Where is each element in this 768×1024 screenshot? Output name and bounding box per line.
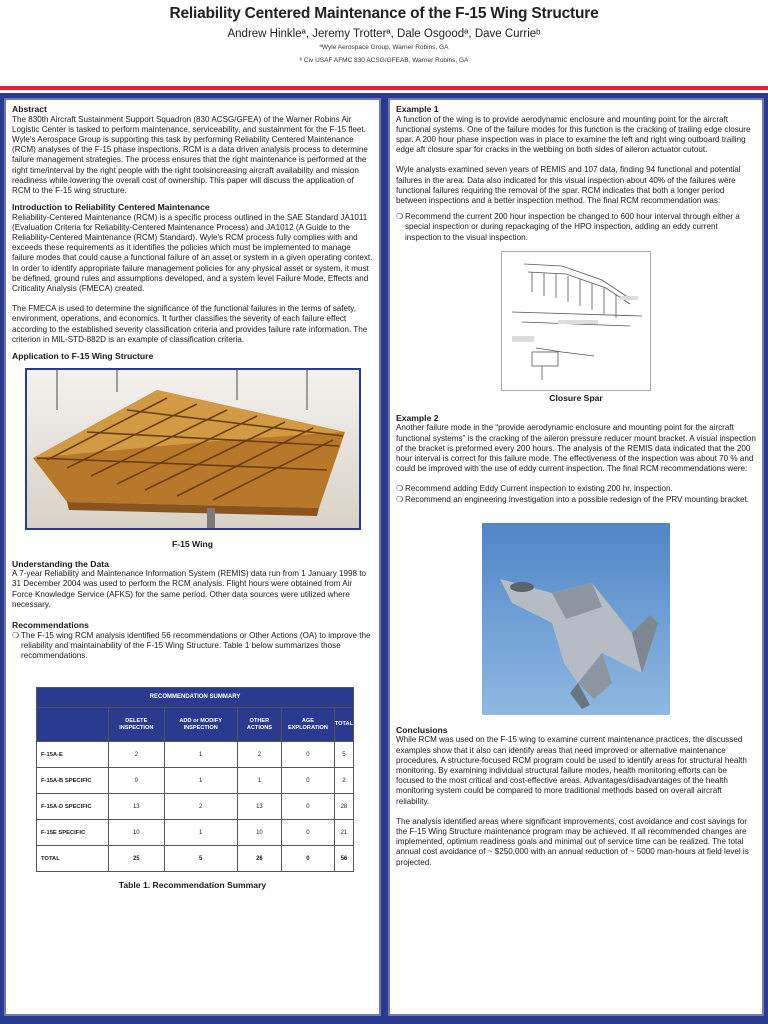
conclusions-savings-text: The analysis identified areas where significant improvements, cost avoidance and cost savings for the F-15 Wing Structure maintenance program may be achieved. If all recommended changes are implemented, optimum readiness goals and minimal out of service time can be realized. The total annual cost avoidance of ~ $250,000 with an annual reduction of ~ 5000 man-hours at field level is projected. (396, 816, 749, 867)
abstract-text: The 830th Aircraft Sustainment Support Squadron (830 ACSG/GFEA) of the Warner Robins Air Logistic Center is tasked to perform maintenance, serviceability, and sustainment for the F-15 fleet. Wyle's Aerospace Group is supporting this task by performing Reliability Centered Maintenance (RCM) analyses of the F-15 phase inspections. RCM is a data driven analysis process to determine failure management strategies. The process ensures that the right maintenance is performed at the right time/interval by the right people with the right toolsincreasing aircraft availability and mission readiness while lowering the overall cost of ownership. This paper will discuss the application of RCM to the F-15 wing structure. (12, 114, 368, 195)
table-row: F-15A-B SPECIFIC 0 1 1 0 2 (37, 768, 354, 794)
wing-structure-image (27, 370, 359, 528)
example2-heading: Example 2 (396, 412, 439, 423)
conclusions-text: While RCM was used on the F-15 wing to examine current maintenance practices, the discussed examples show that it also can identify areas that need improved or alternative maintenance procedures. A structure-focused RCM program could be used to identify areas for structural health monitoring. By examining individual structural failure modes, health monitoring efforts can be focused to the most critical and cost-effective areas. Advantages/disadvantages of the health monitoring system could be compared to more traditional methods based on overall aircraft reliability. (396, 735, 747, 806)
bullet-icon: ❍ (12, 630, 20, 640)
table-total-row: TOTAL 25 5 26 0 56 (37, 846, 354, 872)
table-row: F-15A-D SPECIFIC 13 2 13 0 28 (37, 794, 354, 820)
example1-bullet: ❍ Recommend the current 200 hour inspection be changed to 600 hour interval through either a special inspection or during repackaging of the HPO inspection, adding an eddy current inspection to the visual inspection. (396, 212, 740, 242)
wing-caption: F-15 Wing (172, 538, 213, 549)
abstract-heading: Abstract (12, 104, 47, 114)
bullet-icon: ❍ (396, 484, 404, 494)
data-heading: Understanding the Data (12, 558, 109, 569)
fmeca-text: The FMECA is used to determine the significance of the functional failures in the terms of safety, environment, operations, and economics. It further classifies the severity of each failure effect according to the established severity classification criteria and provides failure rate information. The criterion in MIL-STD-882D is an example of classification criteria. (12, 304, 368, 344)
affiliation-b: ᵇ Civ USAF AFMC 830 ACSG/GFEAB, Warner Robins, GA (299, 57, 469, 64)
example2-bullet-2: ❍ Recommend an engineering investigation into a possible redesign of the PRV mounting bracket. (396, 494, 750, 504)
bullet-icon: ❍ (396, 494, 404, 504)
intro-heading: Introduction to Reliability Centered Maintenance (12, 202, 210, 213)
recommendations-bullet: ❍ The F-15 wing RCM analysis identified 56 recommendations or Other Actions (OA) to improve the reliability and maintainability of the F-15 Wing Structure. Table 1 below summarizes those recommendations. (12, 630, 371, 660)
poster-title: Reliability Centered Maintenance of the F-15 Wing Structure (169, 5, 599, 22)
affiliation-a: ªWyle Aerospace Group, Warner Robins, GA (319, 44, 449, 51)
closure-spar-caption: Closure Spar (549, 392, 603, 403)
closure-spar-figure (501, 251, 651, 391)
example2-text: Another failure mode in the “provide aerodynamic enclosure and mounting point for the aircraft functional systems” is the cracking of the aileron pressure reducer mount bracket. A visual inspection of the bracket is preformed every 200 hours. The analysis of the REMIS data indicated that the 200 hour interval is correct for this failure mode. The effectiveness of the inspection was about 70 % and could be improved with the use of eddy current inspection. The final RCM recommendations were: (396, 423, 756, 474)
table-header: OTHER ACTIONS (237, 708, 281, 742)
intro-text: Reliability-Centered Maintenance (RCM) is a specific process outlined in the SAE Standard JA1011 (Evaluation Criteria for Reliability-Centered Maintenance Process) and JA1012 (A Guide to the Reliability-Centered Maintenance (RCM) Standard). Wyle's RCM process fully complies with and exceeds these requirements as it identifies the policies which must be implemented to manage failure modes that could cause a functional failure of an asset or system in a given operating context. In order to identify appropriate failure management policies for any physical asset or system, it must be defined, ground rules and assumptions developed, and a system level Failure Mode, Effects and Criticality Analysis (FMECA) created. (12, 212, 373, 294)
right-column (388, 98, 764, 1016)
f15-photo (482, 523, 670, 715)
table-title: RECOMMENDATION SUMMARY (37, 688, 354, 708)
wing-figure (25, 368, 361, 530)
bullet-icon: ❍ (396, 212, 404, 222)
table-header: TOTAL (334, 708, 353, 742)
example2-bullet-1: ❍ Recommend adding Eddy Current inspection to existing 200 hr. inspection. (396, 484, 673, 494)
table-header-row (37, 708, 354, 742)
application-heading: Application to F-15 Wing Structure (12, 351, 154, 362)
author-list: Andrew Hinkleª, Jeremy Trotterª, Dale Osgoodª, Dave Currieᵇ (227, 28, 541, 40)
closure-spar-diagram (502, 252, 650, 390)
table-header: ADD or MODIFY INSPECTION (164, 708, 237, 742)
poster-header (0, 0, 768, 90)
left-column (4, 98, 381, 1016)
example1-text: A function of the wing is to provide aerodynamic enclosure and mounting point for the aircraft functional systems. One of the failure modes for this function is the cracking of trailing edge closure spar. A 200 hour phase inspection was in place to examine the left and right wing outboard trailing edge aft closure spar for cracks in the webbing on both sides of aileron actuator cutout. (396, 114, 751, 155)
conclusions-heading: Conclusions (396, 724, 448, 735)
table-caption: Table 1. Recommendation Summary (118, 880, 267, 891)
f15-aircraft-image (482, 523, 670, 715)
table-row: F-15E SPECIFIC 10 1 10 0 21 (37, 820, 354, 846)
data-text: A 7-year Reliability and Maintenance Information System (REMIS) data run from 1 January 1998 to 31 December 2004 was used to perform the RCM analysis. Flight hours were obtained from Air Force Knowledge Service (AFKS) for the same period. Other data sources were utilized where necessary. (12, 569, 367, 609)
example1-analysis-text: Wyle analysts examined seven years of REMIS and 107 data, finding 94 functional and potential failures in the area. Data also indicated for this visual inspection about 40% of the failures were functional failures requiring the removal of the spar. RCM indicates that both a longer period between inspections and a better inspection method. The final RCM recommendation was: (396, 165, 741, 205)
red-divider (0, 86, 768, 90)
example1-heading: Example 1 (396, 104, 439, 114)
table-row: F-15A-E 2 1 2 0 5 (37, 742, 354, 768)
table-header: AGE EXPLORATION (282, 708, 335, 742)
recommendations-heading: Recommendations (12, 620, 89, 631)
recommendation-table (36, 687, 354, 872)
table-header: DELETE INSPECTION (109, 708, 165, 742)
